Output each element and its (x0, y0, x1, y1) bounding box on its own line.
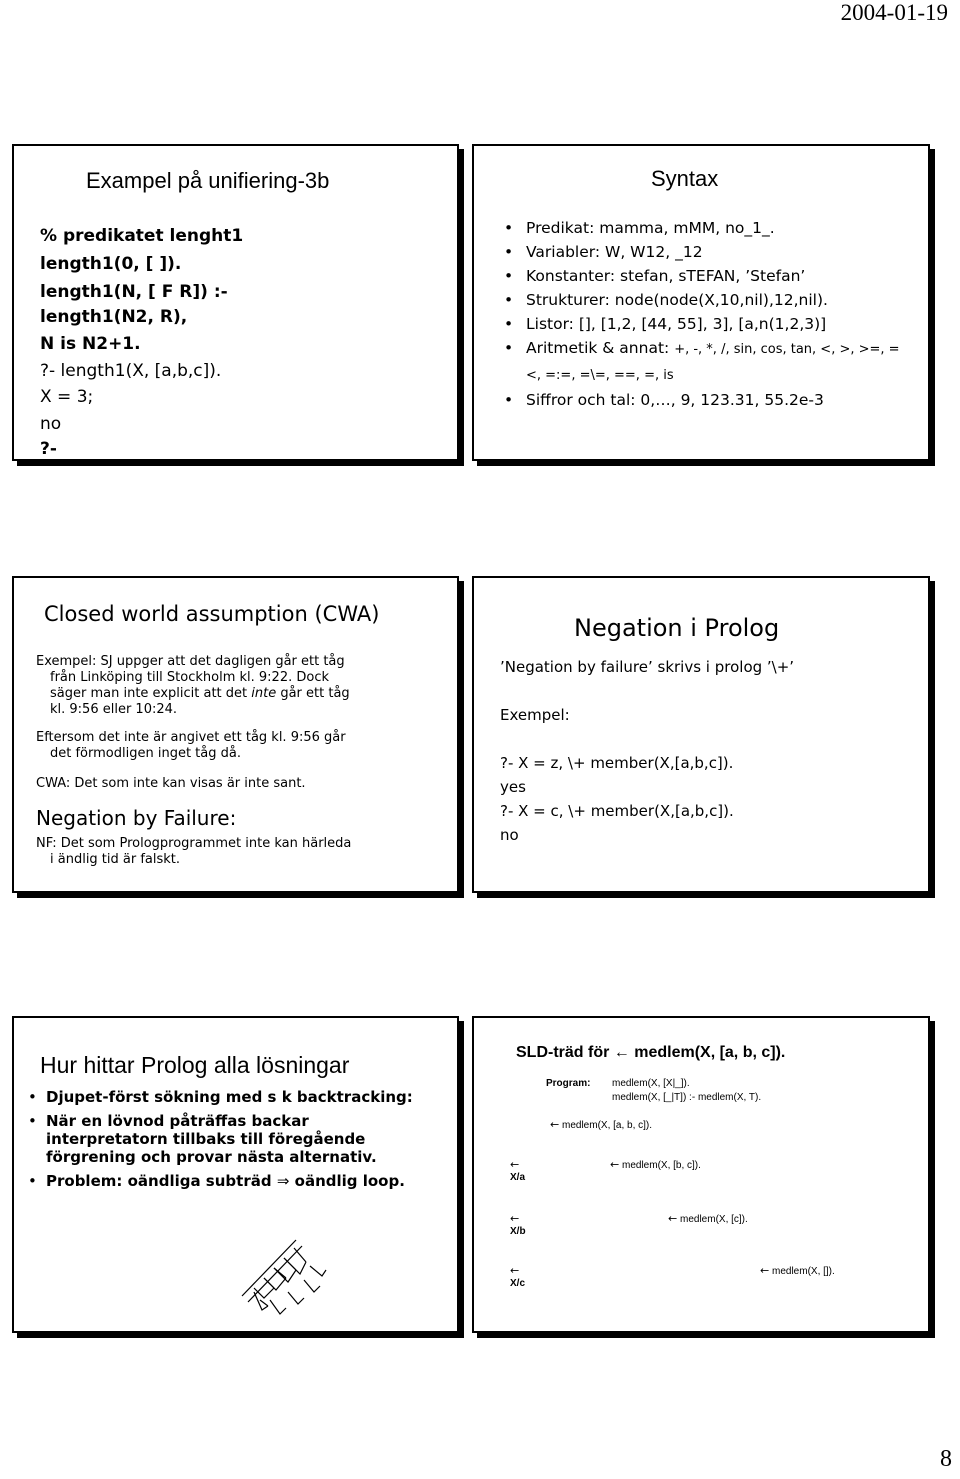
section-heading: Negation by Failure: (36, 806, 237, 830)
slide-closed-world (12, 576, 459, 893)
tree-node (760, 1264, 835, 1277)
list-item: • Listor: [], [1,2, [44, 55], 3], [a,n(1,2,3)] (504, 312, 904, 336)
slide-title: Closed world assumption (CWA) (44, 602, 380, 626)
slide-syntax (472, 144, 930, 461)
program-clause: medlem(X, [_|T]) :- medlem(X, T). (612, 1092, 762, 1103)
text-line: Eftersom det inte är angivet ett tåg kl. 9:56 går (36, 730, 346, 745)
text-line: ’Negation by failure’ skrivs i prolog ’\+’ (500, 658, 795, 676)
slide-title: Syntax (651, 166, 719, 191)
slide-unification-example (12, 144, 459, 461)
list-item: • Predikat: mamma, mMM, no_1_. (504, 216, 904, 240)
slide-title: Negation i Prolog (574, 614, 780, 642)
slide-backtracking (12, 1016, 459, 1333)
text-span: säger man inte explicit att det (50, 686, 252, 701)
code-line: ?- length1(X, [a,b,c]). (40, 361, 222, 381)
arrow-icon: ← (610, 1158, 620, 1171)
syntax-list (504, 216, 904, 412)
list-item: • Variabler: W, W12, _12 (504, 240, 904, 264)
code-line: length1(N2, R), (40, 307, 188, 327)
tree-node (610, 1158, 701, 1171)
code-line: X = 3; (40, 387, 94, 407)
tree-node (668, 1212, 748, 1225)
list-item-label: Aritmetik & annat: (526, 339, 670, 357)
code-line: % predikatet lenght1 (40, 226, 244, 246)
code-line: length1(0, [ ]). (40, 254, 182, 274)
node-label: medlem(X, [a, b, c]). (562, 1120, 653, 1131)
code-line: N is N2+1. (40, 334, 141, 354)
implies-icon: ⇒ (276, 1172, 290, 1190)
infinite-tree-illustration (234, 1230, 334, 1320)
text-line: från Linköping till Stockholm kl. 9:22. Dock (50, 670, 330, 685)
tree-node (550, 1118, 652, 1131)
slide-negation (472, 576, 930, 893)
text-line: Exempel: SJ uppger att det dagligen går ett tåg (36, 654, 345, 669)
text-line: det förmodligen inget tåg då. (50, 746, 241, 761)
code-line: yes (500, 778, 526, 796)
problem-text: oändlig loop. (294, 1172, 405, 1190)
text-line: Exempel: (500, 706, 570, 724)
page-number: 8 (940, 1446, 952, 1472)
arrow-icon: ← (510, 1212, 520, 1225)
node-label: medlem(X, []). (772, 1266, 835, 1277)
text-line: CWA: Det som inte kan visas är inte sant. (36, 776, 306, 791)
code-line: no (40, 414, 62, 434)
arrow-icon: ← (668, 1212, 678, 1225)
slide-title: Hur hittar Prolog alla lösningar (40, 1052, 350, 1078)
code-line: ?- X = z, \+ member(X,[a,b,c]). (500, 754, 734, 772)
list-item: • Strukturer: node(node(X,10,nil),12,nil). (504, 288, 904, 312)
list-item: • När en lövnod påträffas backar interpretatorn tillbaks till föregående förgrening och provar nästa alternativ. (28, 1112, 418, 1166)
arrow-icon: ← (760, 1264, 770, 1277)
text-line (50, 686, 350, 702)
slide-sld-tree (472, 1016, 930, 1333)
document-date: 2004-01-19 (840, 0, 948, 25)
backtracking-list (28, 1088, 418, 1196)
arrow-icon: ← (510, 1158, 520, 1171)
arrow-icon: ← (550, 1118, 560, 1131)
emphasis-text: inte (251, 686, 277, 701)
solution-label: X/c (510, 1278, 526, 1289)
code-line: length1(N, [ F R]) :- (40, 282, 228, 302)
slide-title: Exampel på unifiering-3b (86, 168, 330, 193)
solution-label: X/b (510, 1226, 526, 1237)
list-item: • Siffror och tal: 0,…, 9, 123.31, 55.2e-3 (504, 388, 904, 412)
arrow-icon: ← (510, 1264, 520, 1277)
list-item: • Djupet-först sökning med s k backtracking: (28, 1088, 418, 1106)
text-line: NF: Det som Prologprogrammet inte kan härleda (36, 836, 352, 851)
node-label: medlem(X, [b, c]). (622, 1160, 701, 1171)
text-span: går ett tåg (276, 686, 350, 701)
list-item: • Konstanter: stefan, sTEFAN, ’Stefan’ (504, 264, 904, 288)
slide-title: SLD-träd för ← medlem(X, [a, b, c]). (516, 1044, 786, 1061)
program-label: Program: (546, 1078, 591, 1089)
solution-label: X/a (510, 1172, 526, 1183)
list-item (504, 336, 904, 388)
operator-list: +, -, *, /, sin, cos, tan, <, >, >=, =<, =:=, =\=, ==, =, is (526, 342, 900, 383)
text-line: kl. 9:56 eller 10:24. (50, 702, 178, 717)
program-clause: medlem(X, [X|_]). (612, 1078, 690, 1089)
list-item (28, 1172, 418, 1190)
code-line: ?- (40, 439, 57, 459)
text-line: i ändlig tid är falskt. (50, 852, 181, 867)
code-line: no (500, 826, 519, 844)
problem-text: Problem: oändliga subträd (46, 1172, 272, 1190)
node-label: medlem(X, [c]). (680, 1214, 748, 1225)
code-line: ?- X = c, \+ member(X,[a,b,c]). (500, 802, 734, 820)
